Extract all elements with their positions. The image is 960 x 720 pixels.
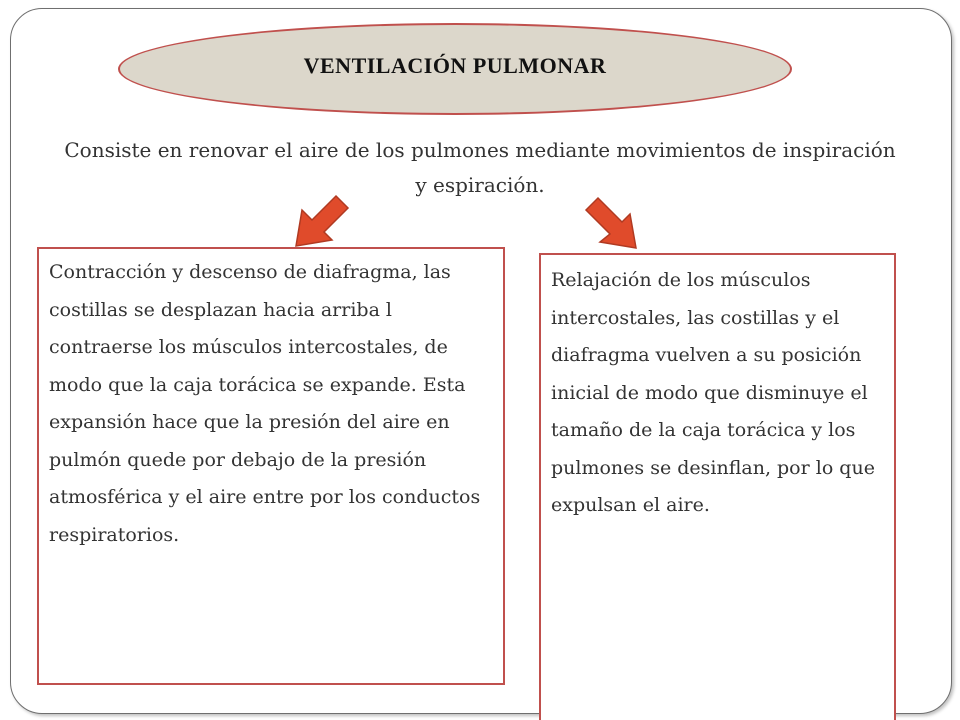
inspiration-text: Contracción y descenso de diafragma, las costillas se desplazan hacia arriba l contraerse los músculos intercostales, de modo que la caja torácica se expande. Esta expansión hace que la presión del aire en pulmón quede por debajo de la presión atmosférica y el aire entre por los conductos respiratorios. [49,261,481,546]
title-ellipse [118,23,792,115]
expiration-box [539,253,896,720]
arrow-down-right-icon [578,190,648,260]
page-title: VENTILACIÓN PULMONAR [303,53,607,78]
inspiration-box [37,247,505,685]
definition-text: Consiste en renovar el aire de los pulmones mediante movimientos de inspiración y espiración. [64,138,896,197]
expiration-text: Relajación de los músculos intercostales, las costillas y el diafragma vuelven a su posición inicial de modo que disminuye el tamaño de la caja torácica y los pulmones se desinflan, por lo que expulsan el aire. [551,269,875,516]
